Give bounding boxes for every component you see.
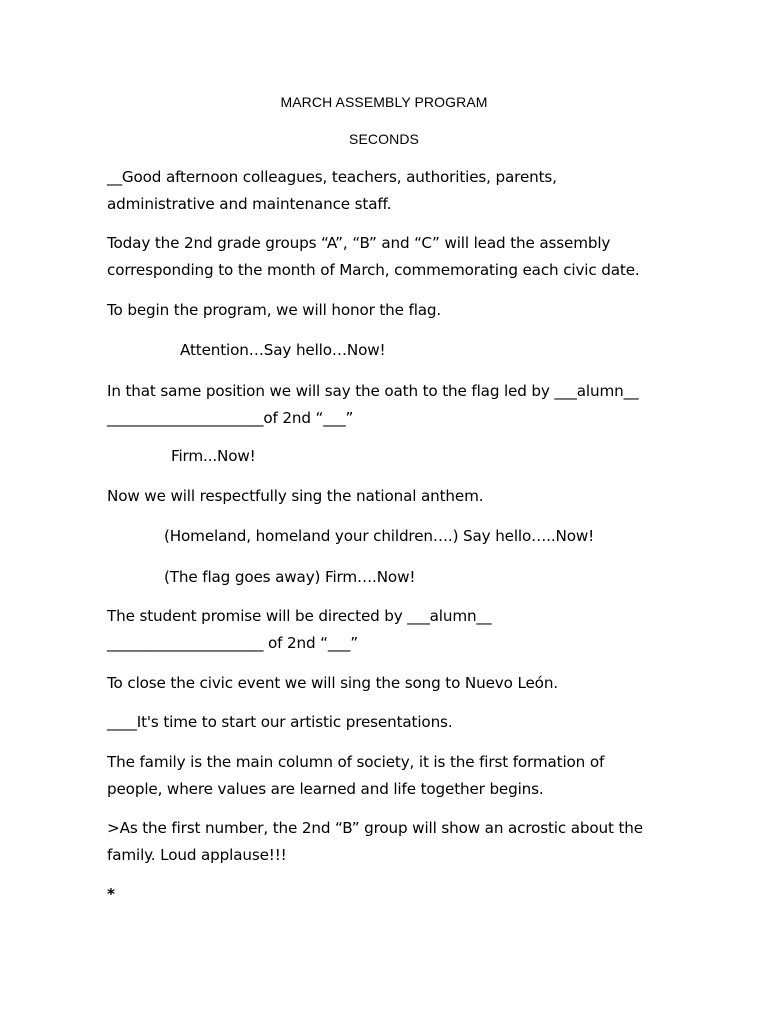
greeting-line-1: __Good afternoon colleagues, teachers, authorities, parents, [107,168,557,186]
honor-flag-line: To begin the program, we will honor the flag. [107,301,442,319]
oath-line-2: _____________________of 2nd “___” [107,409,354,427]
command-firm: Firm...Now! [171,447,256,465]
promise-line-2: _____________________ of 2nd “___” [107,634,358,652]
family-line-2: people, where values are learned and life together begins. [107,780,544,798]
artistic-line: ____It's time to start our artistic presentations. [107,713,453,731]
greeting-line-2: administrative and maintenance staff. [107,195,392,213]
document-subtitle: SECONDS [349,131,419,147]
command-homeland: (Homeland, homeland your children….) Say hello…..Now! [164,527,595,545]
anthem-line: Now we will respectfully sing the national anthem. [107,487,484,505]
command-attention: Attention…Say hello…Now! [180,341,386,359]
promise-line-1: The student promise will be directed by ___alumn__ [107,607,492,625]
document-title: MARCH ASSEMBLY PROGRAM [280,94,488,110]
acrostic-line-2: family. Loud applause!!! [107,846,287,864]
oath-line-1: In that same position we will say the oath to the flag led by ___alumn__ [107,382,639,400]
list-bullet: * [107,885,115,903]
intro-line-2: corresponding to the month of March, commemorating each civic date. [107,261,640,279]
intro-line-1: Today the 2nd grade groups “A”, “B” and “C” will lead the assembly [107,234,611,252]
family-line-1: The family is the main column of society, it is the first formation of [107,753,605,771]
song-line: To close the civic event we will sing the song to Nuevo León. [107,674,558,692]
command-flag-away: (The flag goes away) Firm….Now! [164,568,416,586]
acrostic-line-1: >As the first number, the 2nd “B” group will show an acrostic about the [107,819,643,837]
